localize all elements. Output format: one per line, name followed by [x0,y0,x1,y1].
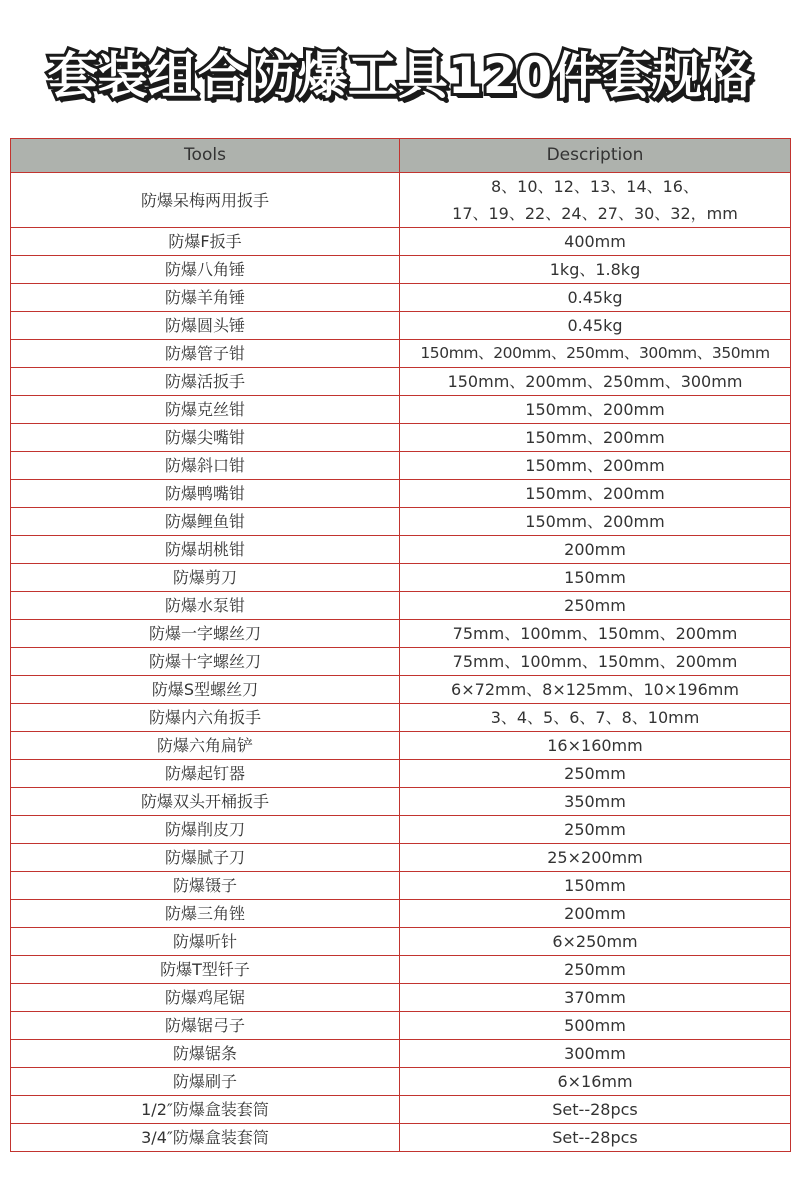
tool-name-cell: 防爆圆头锤 [11,312,400,340]
tool-name-cell: 防爆一字螺丝刀 [11,620,400,648]
table-row [11,424,791,452]
table-row [11,732,791,760]
table-row [11,396,791,424]
description-cell: Set--28pcs [400,1124,791,1152]
table-row [11,788,791,816]
description-cell: 150mm、200mm [400,424,791,452]
tool-name-cell: 防爆镊子 [11,872,400,900]
tool-name-cell: 防爆鲤鱼钳 [11,508,400,536]
description-cell: 250mm [400,592,791,620]
description-cell: 150mm、200mm [400,508,791,536]
tool-name-cell: 防爆水泵钳 [11,592,400,620]
tool-name-cell: 防爆削皮刀 [11,816,400,844]
column-header-tools: Tools [11,139,400,173]
table-row [11,704,791,732]
table-row [11,1124,791,1152]
table-row [11,760,791,788]
description-cell: 500mm [400,1012,791,1040]
table-body [11,173,791,1152]
table-row [11,620,791,648]
tool-name-cell: 防爆尖嘴钳 [11,424,400,452]
page-title: 套装组合防爆工具120件套规格 [47,47,753,105]
table-row [11,900,791,928]
description-cell: 75mm、100mm、150mm、200mm [400,620,791,648]
description-cell: 400mm [400,228,791,256]
table-row [11,368,791,396]
tool-name-cell: 1/2″防爆盒装套筒 [11,1096,400,1124]
description-cell: 350mm [400,788,791,816]
tool-name-cell: 防爆活扳手 [11,368,400,396]
table-row [11,508,791,536]
description-cell: 250mm [400,760,791,788]
tool-name-cell: 防爆十字螺丝刀 [11,648,400,676]
description-cell: 150mm [400,872,791,900]
description-cell: 300mm [400,1040,791,1068]
tool-name-cell: 防爆鸡尾锯 [11,984,400,1012]
table-row [11,284,791,312]
column-header-description: Description [400,139,791,173]
table-row [11,1040,791,1068]
description-cell: 200mm [400,900,791,928]
description-cell: 16×160mm [400,732,791,760]
description-line: 17、19、22、24、27、30、32，mm [452,204,738,223]
tool-name-cell: 防爆六角扁铲 [11,732,400,760]
tool-name-cell: 防爆刷子 [11,1068,400,1096]
tool-name-cell: 防爆三角锉 [11,900,400,928]
description-cell: 0.45kg [400,284,791,312]
description-cell: 75mm、100mm、150mm、200mm [400,648,791,676]
table-row [11,340,791,368]
table-header-row [11,139,791,173]
table-row [11,480,791,508]
tool-name-cell: 防爆羊角锤 [11,284,400,312]
tool-name-cell: 防爆锯条 [11,1040,400,1068]
description-cell: 150mm [400,564,791,592]
tool-name-cell: 防爆八角锤 [11,256,400,284]
tool-name-cell: 防爆呆梅两用扳手 [11,173,400,228]
description-cell: 200mm [400,536,791,564]
table-row [11,256,791,284]
tool-name-cell: 3/4″防爆盒装套筒 [11,1124,400,1152]
table-row [11,228,791,256]
tool-name-cell: 防爆听针 [11,928,400,956]
table-row [11,956,791,984]
table-row [11,1012,791,1040]
description-cell: 150mm、200mm [400,452,791,480]
description-cell: 6×72mm、8×125mm、10×196mm [400,676,791,704]
tool-name-cell: 防爆胡桃钳 [11,536,400,564]
tool-name-cell: 防爆腻子刀 [11,844,400,872]
table-row [11,1096,791,1124]
description-cell: 150mm、200mm、250mm、300mm、350mm [400,340,791,368]
table-row [11,816,791,844]
table-row [11,648,791,676]
table-row [11,844,791,872]
description-cell: 250mm [400,956,791,984]
description-cell: 0.45kg [400,312,791,340]
table-row [11,984,791,1012]
description-cell: 25×200mm [400,844,791,872]
table-row [11,1068,791,1096]
table-row [11,676,791,704]
table-row [11,564,791,592]
table-row [11,312,791,340]
tool-name-cell: 防爆S型螺丝刀 [11,676,400,704]
tool-name-cell: 防爆内六角扳手 [11,704,400,732]
description-cell [400,173,791,228]
description-cell: 150mm、200mm、250mm、300mm [400,368,791,396]
tool-name-cell: 防爆剪刀 [11,564,400,592]
description-cell: 370mm [400,984,791,1012]
table-row [11,872,791,900]
table-row [11,928,791,956]
description-cell: Set--28pcs [400,1096,791,1124]
table-row [11,536,791,564]
tool-name-cell: 防爆斜口钳 [11,452,400,480]
description-cell: 3、4、5、6、7、8、10mm [400,704,791,732]
tool-name-cell: 防爆起钉器 [11,760,400,788]
description-line: 8、10、12、13、14、16、 [491,177,699,196]
tool-name-cell: 防爆双头开桶扳手 [11,788,400,816]
description-cell: 150mm、200mm [400,480,791,508]
table-row [11,452,791,480]
description-cell: 250mm [400,816,791,844]
table-row [11,173,791,228]
table-row [11,592,791,620]
description-cell: 150mm、200mm [400,396,791,424]
description-cell: 6×16mm [400,1068,791,1096]
tool-name-cell: 防爆T型钎子 [11,956,400,984]
tool-name-cell: 防爆F扳手 [11,228,400,256]
tool-name-cell: 防爆克丝钳 [11,396,400,424]
spec-table [10,138,791,1152]
tool-name-cell: 防爆鸭嘴钳 [11,480,400,508]
tool-name-cell: 防爆管子钳 [11,340,400,368]
tool-name-cell: 防爆锯弓子 [11,1012,400,1040]
description-cell: 1kg、1.8kg [400,256,791,284]
description-cell: 6×250mm [400,928,791,956]
